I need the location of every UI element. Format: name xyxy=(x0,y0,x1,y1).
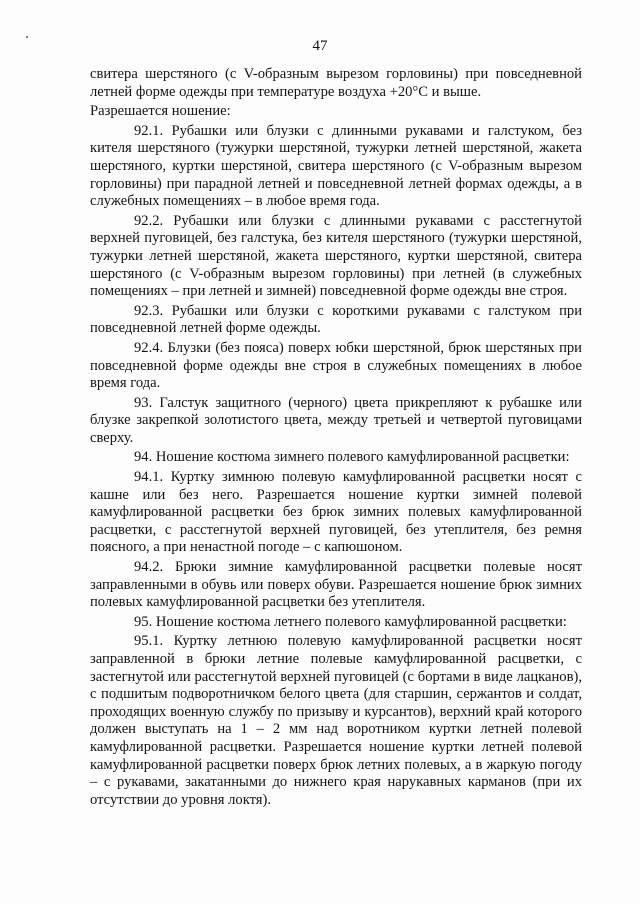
paragraph-92-2: 92.2. Рубашки или блузки с длинными рукавами с расстегнутой верхней пуговицей, без галстука, без кителя шерстяного (тужурки шерстяной, тужурки летней шерстяной, жакета шерстяного, куртки шерстяной, свитера шерстяного (с V-образным вырезом горловины) при летней (в служебных помещениях – при летней и зимней) повседневной форме одежды вне строя. xyxy=(90,212,582,300)
paragraph-92-4: 92.4. Блузки (без пояса) поверх юбки шерстяной, брюк шерстяных при повседневной форме одежды вне строя в служебных помещениях в любое время года. xyxy=(90,339,582,392)
paragraph-permitted-heading: Разрешается ношение: xyxy=(90,103,231,120)
paragraph-92-3: 92.3. Рубашки или блузки с короткими рукавами с галстуком при повседневной летней форме одежды. xyxy=(90,302,582,337)
paragraph-92-1: 92.1. Рубашки или блузки с длинными рукавами и галстуком, без кителя шерстяного (тужурки шерстяной, тужурки летней шерстяной, жакета шерстяного, куртки шерстяной, свитера шерстяного (с V-образным вырезом горловины) при парадной летней и повседневной летней формах одежды, а в служебных помещениях – в любое время года. xyxy=(90,122,582,210)
paragraph-94: 94. Ношение костюма зимнего полевого камуфлированной расцветки: xyxy=(134,449,570,466)
paragraph-93: 93. Галстук защитного (черного) цвета прикрепляют к рубашке или блузке закрепкой золотистого цвета, между третьей и четвертой пуговицами сверху. xyxy=(90,394,582,446)
paragraph-95-1: 95.1. Куртку летнюю полевую камуфлированной расцветки носят заправленной в брюки летние полевые камуфлированной расцветки, с застегнутой или расстегнутой верхней пуговицей (с бортами в виде лацканов), с подшитым подворотничком белого цвета (для старшин, сержантов и солдат, проходящих военную службу по призыву и курсантов), верхний край которого должен выступать на 1 – 2 мм над воротником куртки летней полевой камуфлированной расцветки. Разрешается ношение куртки летней полевой камуфлированной расцветки поверх брюк летних полевых, а в жаркую погоду – с рукавами, закатанными до нижнего края нарукавных карманов (при их отсутствии до уровня локтя). xyxy=(90,633,582,808)
paragraph-94-1: 94.1. Куртку зимнюю полевую камуфлированной расцветки носят с кашне или без него. Разрешается ношение куртки зимней полевой камуфлированной расцветки без брюк зимних полевых камуфлированной расцветки, с расстегнутой верхней пуговицей, без утеплителя, без ремня поясного, а при ненастной погоде – с капюшоном. xyxy=(90,469,582,556)
paragraph-continuation: свитера шерстяного (с V-образным вырезом горловины) при повседневной летней форме одежды при температуре воздуха +20°С и выше. xyxy=(90,66,582,100)
paragraph-95: 95. Ношение костюма летнего полевого камуфлированной расцветки: xyxy=(134,613,567,630)
paragraph-94-2: 94.2. Брюки зимние камуфлированной расцветки полевые носят заправленными в обувь или поверх обуви. Разрешается ношение брюк зимних полевых камуфлированной расцветки без утеплителя. xyxy=(90,559,582,611)
document-body xyxy=(90,66,582,809)
page-number: 47 xyxy=(312,38,328,54)
